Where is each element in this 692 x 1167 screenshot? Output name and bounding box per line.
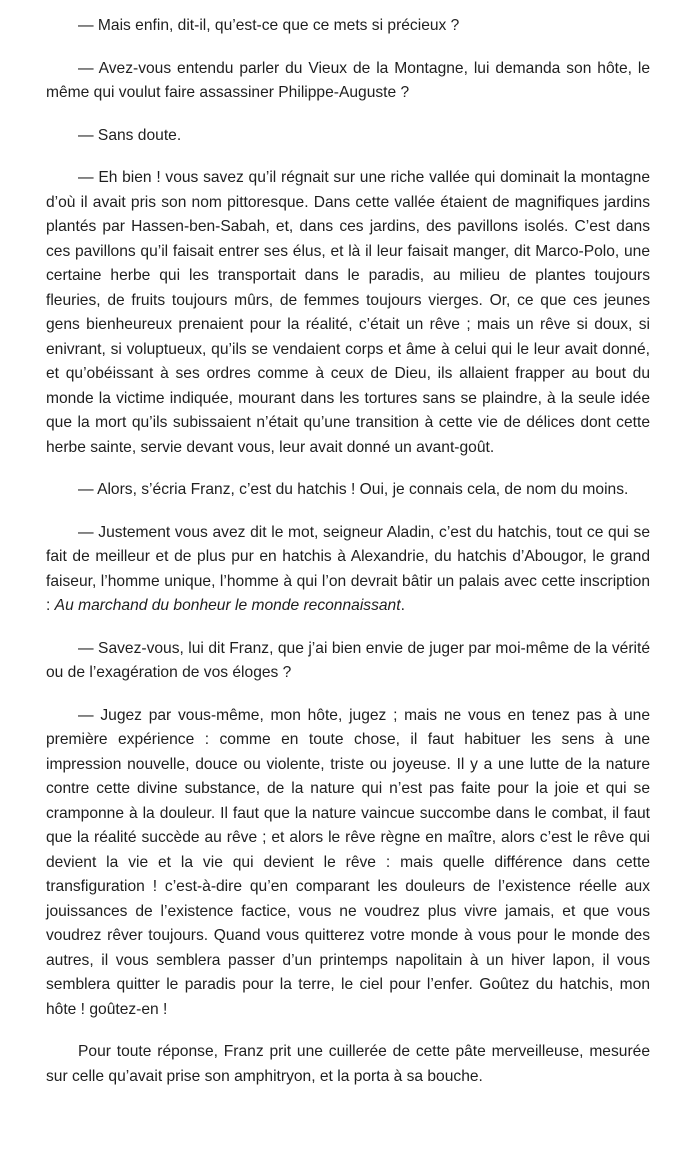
paragraph-8: — Jugez par vous-même, mon hôte, jugez ; mais ne vous en tenez pas à une première expérience : comme en toute chose, il faut habituer les sens à une impression nouvelle, douce ou violente, triste ou joyeuse. Il y a une lutte de la nature contre cette divine substance, de la nature qui n’est pas faite pour la joie et qui se cramponne à la douleur. Il faut que la nature vaincue succombe dans le combat, il faut que la réalité succède au rêve ; et alors le rêve règne en maître, alors c’est le rêve qui devient la vie et la vie qui devient le rêve : mais quelle différence dans cette transfiguration ! c’est-à-dire qu’en comparant les douleurs de l’existence réelle aux jouissances de l’existence factice, vous ne voudrez plus vivre jamais, et que vous voudrez rêver toujours. Quand vous quitterez votre monde à vous pour le monde des autres, il vous semblera passer d’un printemps napolitain à un hiver lapon, il vous semblera quitter le paradis pour la terre, le ciel pour l’enfer. Goûtez du hatchis, mon hôte ! goûtez-en ! (46, 706, 650, 1018)
inscription-italic: Au marchand du bonheur le monde reconnaissant (54, 597, 401, 614)
paragraph-3: — Sans doute. (78, 126, 182, 144)
paragraph-7: — Savez-vous, lui dit Franz, que j’ai bien envie de juger par moi-même de la vérité ou de l’exagération de vos éloges ? (46, 639, 650, 681)
paragraph-5: — Alors, s’écria Franz, c’est du hatchis ! Oui, je connais cela, de nom du moins. (78, 481, 629, 498)
paragraph-9: Pour toute réponse, Franz prit une cuillerée de cette pâte merveilleuse, mesurée sur celle qu’avait prise son amphitryon, et la porta à sa bouche. (46, 1043, 650, 1085)
paragraph-2: — Avez-vous entendu parler du Vieux de la Montagne, lui demanda son hôte, le même qui voulut faire assassiner Philippe-Auguste ? (46, 59, 650, 101)
paragraph-6 (46, 521, 650, 619)
paragraph-6-text: — Justement vous avez dit le mot, seigneur Aladin, c’est du hatchis, tout ce qui se fait de meilleur et de plus pur en hatchis à Alexandrie, du hatchis d’Abougor, le grand faiseur, l’homme unique, l’homme à qui l’on devrait bâtir un palais avec cette inscription : (46, 523, 650, 614)
paragraph-1: — Mais enfin, dit-il, qu’est-ce que ce mets si précieux ? (78, 17, 460, 34)
paragraph-6-end: . (400, 597, 405, 614)
book-page (46, 0, 650, 1089)
paragraph-4: — Eh bien ! vous savez qu’il régnait sur une riche vallée qui dominait la montagne d’où il avait pris son nom pittoresque. Dans cette vallée étaient de magnifiques jardins plantés par Hassen-ben-Sabah, et, dans ces jardins, des pavillons isolés. C’est dans ces pavillons qu’il faisait entrer ses élus, et là il leur faisait manger, dit Marco-Polo, une certaine herbe qui les transportait dans le paradis, au milieu de plantes toujours fleuries, de fruits toujours mûrs, de femmes toujours vierges. Or, ce que ces jeunes gens bienheureux prenaient pour la réalité, c’était un rêve ; mais un rêve si doux, si enivrant, si voluptueux, qu’ils se vendaient corps et âme à celui qui le leur avait donné, et qu’obéissant à ses ordres comme à ceux de Dieu, ils allaient frapper au bout du monde la victime indiquée, mourant dans les tortures sans se plaindre, à la seule idée que la mort qu’ils subissaient n’était qu’une transition à cette vie de délices dont cette herbe sainte, servie devant vous, leur avait donné un avant-goût. (46, 169, 650, 456)
